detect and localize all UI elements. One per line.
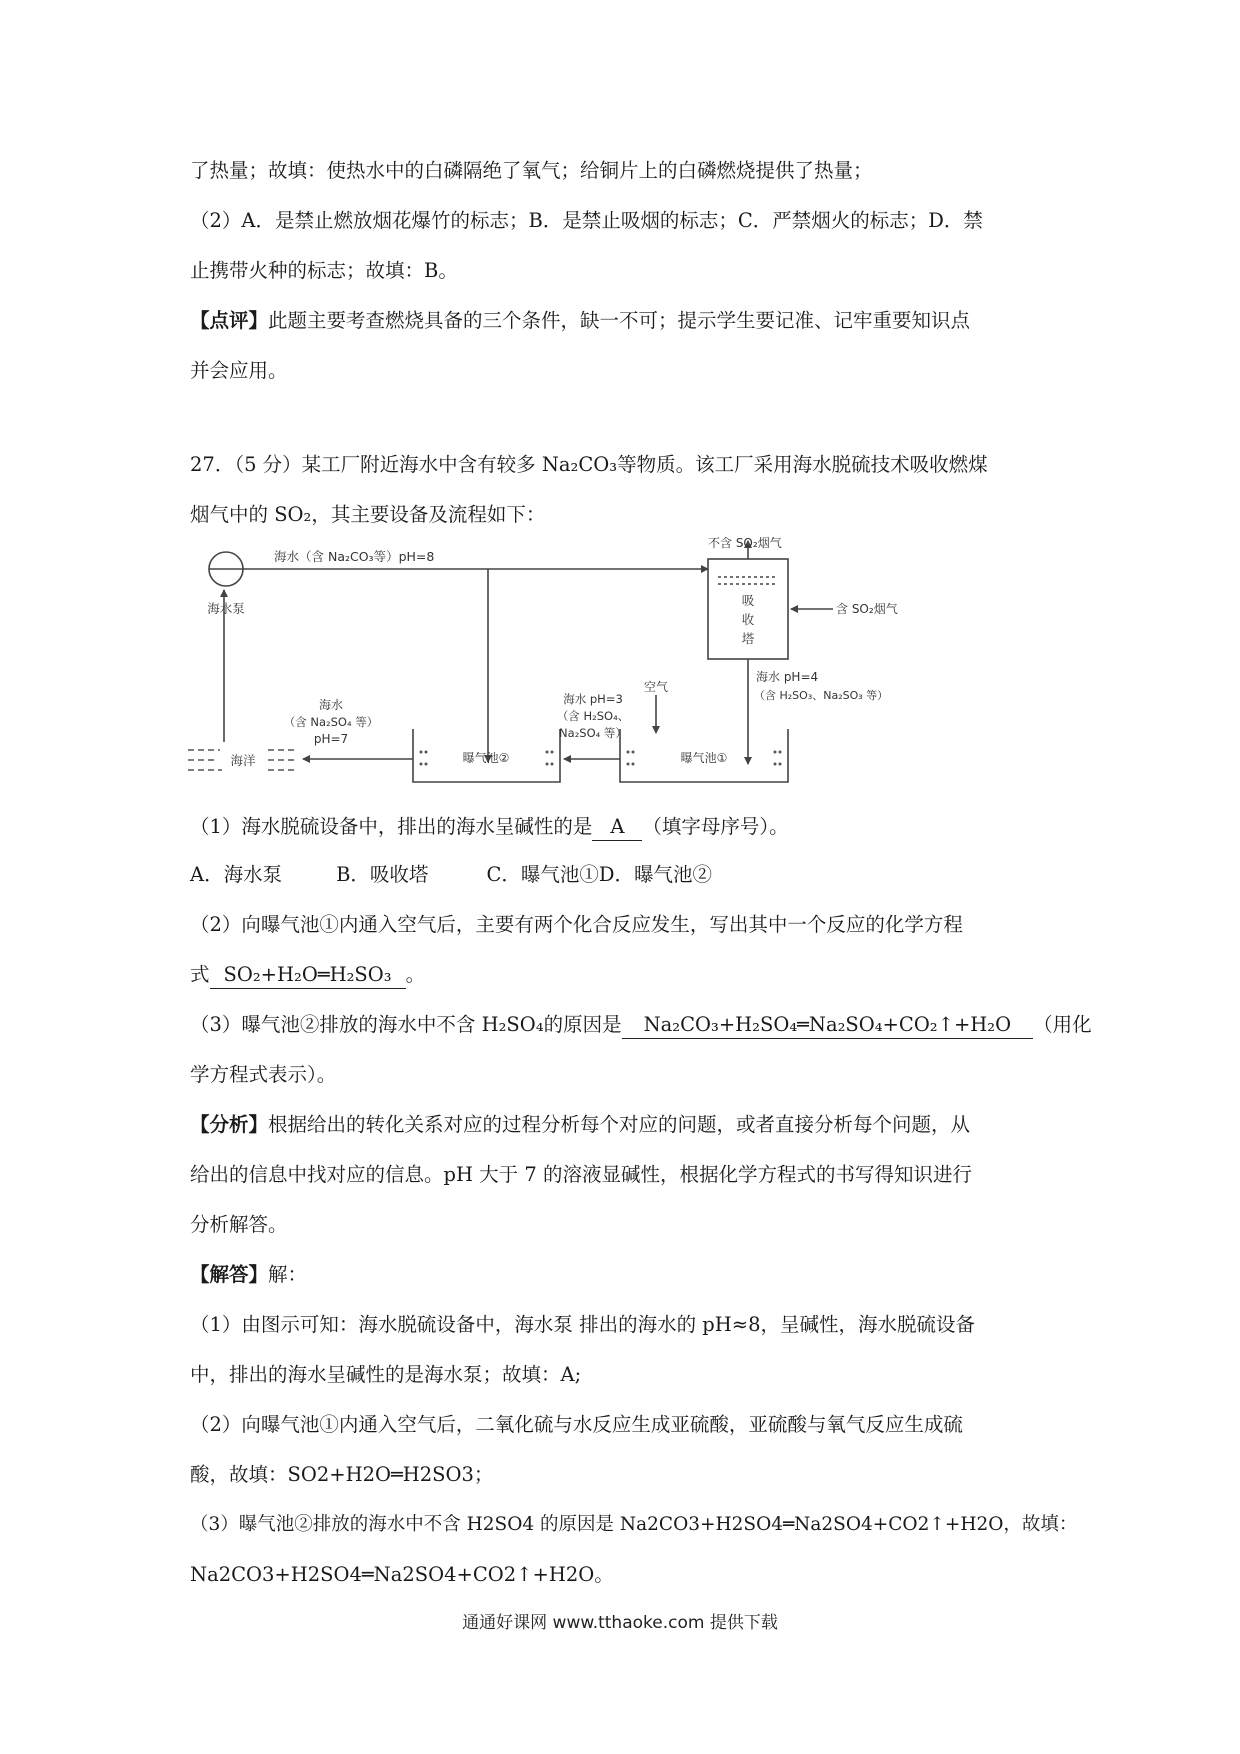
solution-line: （3）曝气池②排放的海水中不含 H2SO4 的原因是 Na2CO3+H2SO4═Na2SO4+CO2↑+H2O，故填： bbox=[190, 1514, 1078, 1535]
solution-line: （2）向曝气池①内通入空气后，二氧化硫与水反应生成亚硫酸，亚硫酸与氧气反应生成硫 bbox=[190, 1413, 963, 1436]
solution-line: 中，排出的海水呈碱性的是海水泵；故填：A; bbox=[190, 1363, 582, 1386]
tower-label: 塔 bbox=[741, 631, 755, 646]
analysis-line: 给出的信息中找对应的信息。pH 大于 7 的溶液显碱性，根据化学方程式的书写得知识进行 bbox=[190, 1163, 972, 1186]
q2-line: （2）向曝气池①内通入空气后，主要有两个化合反应发生，写出其中一个反应的化学方程 bbox=[190, 913, 963, 936]
tower-label: 收 bbox=[741, 612, 755, 627]
comment-line: 并会应用。 bbox=[190, 359, 288, 382]
solution-line: 酸，故填：SO2+H2O═H2SO3； bbox=[190, 1463, 494, 1486]
mid-flow-label: 海水 pH=3 bbox=[563, 692, 623, 706]
analysis-line bbox=[190, 1110, 970, 1140]
comment-tag: 【点评】 bbox=[190, 309, 269, 332]
comment-text: 此题主要考查燃烧具备的三个条件，缺一不可；提示学生要记准、记牢重要知识点 bbox=[268, 309, 971, 332]
analysis-line: 分析解答。 bbox=[190, 1213, 288, 1236]
left-flow-label: 海水 bbox=[318, 698, 344, 712]
solution-line: （1）由图示可知：海水脱硫设备中，海水泵 排出的海水的 pH≈8，呈碱性，海水脱硫设备 bbox=[190, 1313, 976, 1336]
analysis-tag: 【分析】 bbox=[190, 1113, 269, 1136]
left-flow-label: pH=7 bbox=[313, 732, 349, 746]
solution-head: 解： bbox=[268, 1263, 308, 1286]
solution-line: Na2CO3+H2SO4═Na2SO4+CO2↑+H2O。 bbox=[190, 1563, 614, 1586]
q2-line bbox=[190, 960, 425, 990]
pump-label: 海水泵 bbox=[207, 601, 245, 616]
pool-1-label: 曝气池① bbox=[680, 751, 728, 765]
solution-line bbox=[190, 1260, 307, 1290]
option-b: B．吸收塔 bbox=[336, 863, 429, 886]
air-label: 空气 bbox=[643, 680, 669, 694]
gas-in-label: 含 SO₂烟气 bbox=[836, 602, 898, 616]
q3-pre: （3）曝气池②排放的海水中不含 H₂SO₄的原因是 bbox=[190, 1013, 622, 1036]
left-flow-label: （含 Na₂SO₄ 等） bbox=[283, 715, 379, 729]
q1-post: （填字母序号）。 bbox=[642, 815, 789, 838]
mid-flow-label: Na₂SO₄ 等） bbox=[559, 726, 627, 740]
q2-post: 。 bbox=[405, 963, 426, 986]
q3-line: 学方程式表示）。 bbox=[190, 1063, 337, 1086]
flow-diagram bbox=[188, 537, 910, 795]
solution-tag: 【解答】 bbox=[190, 1263, 269, 1286]
top-flow-label: 海水（含 Na₂CO₃等）pH=8 bbox=[274, 549, 435, 564]
page-footer: 通通好课网 www.tthaoke.com 提供下载 bbox=[462, 1613, 778, 1633]
q1-text: （1）海水脱硫设备中，排出的海水呈碱性的是 bbox=[190, 815, 593, 838]
option-cd: C．曝气池①D．曝气池② bbox=[486, 863, 712, 886]
pool-2-label: 曝气池② bbox=[462, 751, 510, 765]
text-line: （2）A．是禁止燃放烟花爆竹的标志；B．是禁止吸烟的标志；C．严禁烟火的标志；D．禁 bbox=[190, 209, 983, 232]
tower-out-label: 海水 pH=4 bbox=[756, 670, 819, 684]
tower-label: 吸 bbox=[741, 593, 755, 608]
comment-line bbox=[190, 306, 970, 336]
gas-out-label: 不含 SO₂烟气 bbox=[708, 537, 782, 550]
q1-line bbox=[190, 812, 789, 842]
q1-answer: A bbox=[592, 814, 642, 841]
question-text: 烟气中的 SO₂，其主要设备及流程如下： bbox=[190, 503, 546, 526]
q3-post: （用化 bbox=[1033, 1013, 1092, 1036]
question-title: 27．（5 分）某工厂附近海水中含有较多 Na₂CO₃等物质。该工厂采用海水脱硫技术吸收燃煤 bbox=[190, 453, 988, 476]
q3-answer: Na₂CO₃+H₂SO₄═Na₂SO₄+CO₂↑+H₂O bbox=[622, 1012, 1034, 1039]
option-a: A．海水泵 bbox=[190, 863, 283, 886]
text-line: 止携带火种的标志；故填：B。 bbox=[190, 259, 458, 282]
text-line: 了热量；故填：使热水中的白磷隔绝了氧气；给铜片上的白磷燃烧提供了热量； bbox=[190, 159, 873, 182]
options-line bbox=[190, 860, 712, 890]
q2-pre: 式 bbox=[190, 963, 210, 986]
analysis-text: 根据给出的转化关系对应的过程分析每个对应的问题，或者直接分析每个问题，从 bbox=[268, 1113, 971, 1136]
tower-out-label: （含 H₂SO₃、Na₂SO₃ 等） bbox=[754, 689, 889, 702]
q2-answer: SO₂+H₂O═H₂SO₃ bbox=[210, 962, 406, 989]
mid-flow-label: （含 H₂SO₄、 bbox=[556, 709, 630, 723]
q3-line bbox=[190, 1010, 1092, 1040]
ocean-label: 海洋 bbox=[230, 753, 256, 768]
